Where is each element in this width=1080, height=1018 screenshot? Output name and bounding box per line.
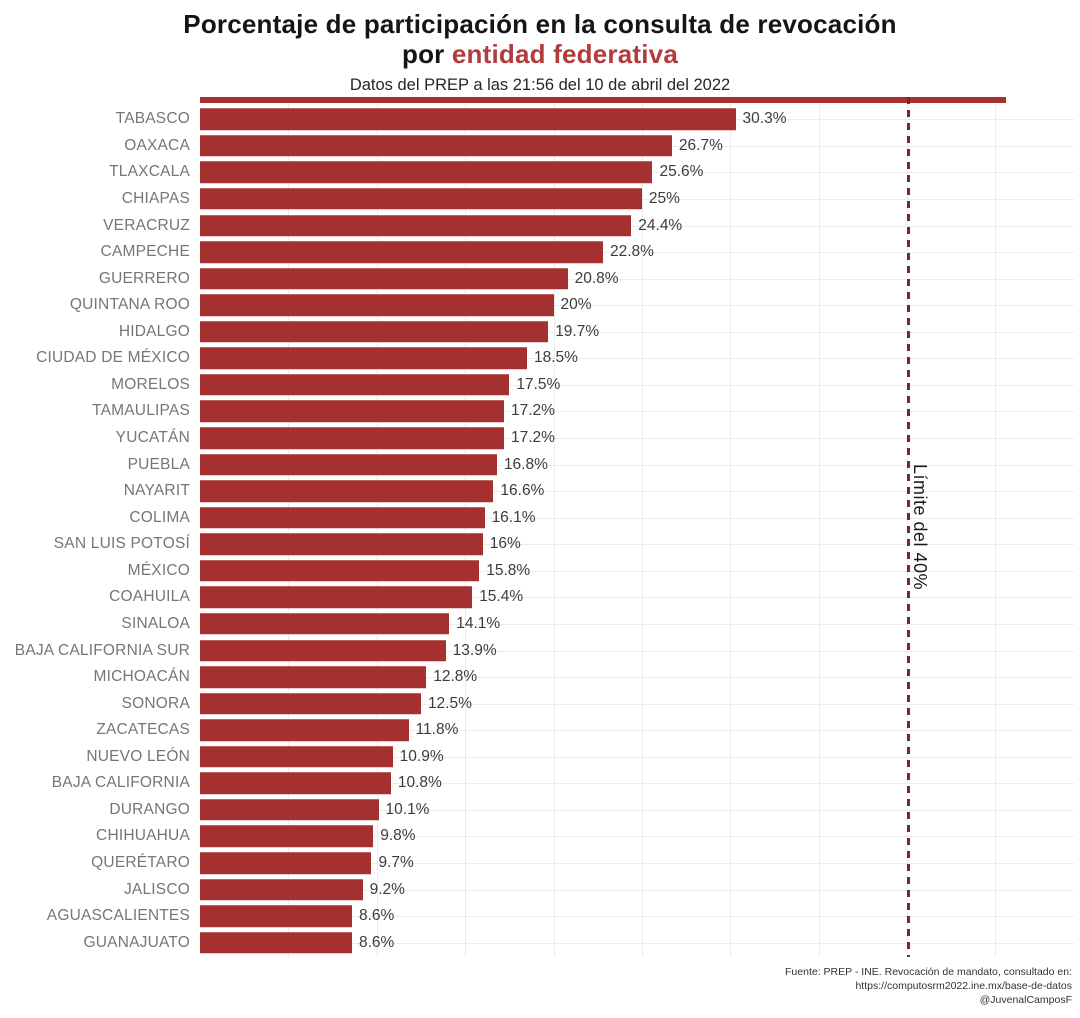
bar-track	[200, 690, 1080, 717]
value-label: 9.7%	[378, 854, 414, 872]
bar	[200, 534, 483, 556]
bar	[200, 401, 504, 423]
bar-track	[200, 531, 1080, 558]
category-label: VERACRUZ	[103, 216, 190, 234]
bar	[200, 879, 363, 901]
value-label: 8.6%	[359, 907, 395, 925]
bar	[200, 852, 371, 874]
category-label: PUEBLA	[127, 455, 190, 473]
category-label: NUEVO LEÓN	[86, 747, 190, 765]
category-label: MÉXICO	[127, 561, 190, 579]
value-label: 9.8%	[380, 827, 416, 845]
bar	[200, 454, 497, 476]
bar	[200, 560, 479, 582]
value-label: 13.9%	[452, 641, 497, 659]
bar	[200, 799, 379, 821]
category-label: CAMPECHE	[100, 243, 190, 261]
category-label: SONORA	[121, 694, 190, 712]
category-label: HIDALGO	[118, 322, 190, 340]
category-label: AGUASCALIENTES	[46, 907, 190, 925]
chart-subtitle: Datos del PREP a las 21:56 del 10 de abril del 2022	[349, 76, 731, 94]
bar	[200, 135, 672, 157]
category-label: BAJA CALIFORNIA	[51, 774, 190, 792]
bar-track	[200, 319, 1080, 346]
bar-track	[200, 744, 1080, 771]
value-label: 12.8%	[433, 668, 478, 686]
chart-title-line2	[0, 39, 1080, 69]
bar	[200, 719, 409, 741]
bar-track	[200, 292, 1080, 319]
bar-track	[200, 558, 1080, 585]
category-label: BAJA CALIFORNIA SUR	[14, 641, 190, 659]
value-label: 11.8%	[415, 721, 459, 739]
category-label: CHIHUAHUA	[96, 827, 190, 845]
value-label: 22.8%	[609, 243, 654, 261]
bar	[200, 109, 736, 131]
source-footer	[0, 965, 1080, 1007]
value-label: 20.8%	[574, 269, 619, 287]
bar-track	[200, 239, 1080, 266]
bar-track	[200, 823, 1080, 850]
bar	[200, 826, 373, 848]
bar-track	[200, 504, 1080, 531]
category-label: COAHUILA	[109, 588, 190, 606]
value-label: 19.7%	[555, 322, 600, 340]
value-label: 9.2%	[369, 880, 405, 898]
bar-track	[200, 398, 1080, 425]
value-label: 17.2%	[511, 429, 555, 447]
chart-title-line2-prefix: por	[401, 39, 452, 69]
bar	[200, 480, 493, 502]
value-label: 10.8%	[397, 774, 442, 792]
bar-track	[200, 372, 1080, 399]
value-label: 10.9%	[399, 747, 444, 765]
source-line1: Fuente: PREP - INE. Revocación de mandato, consultado en:	[785, 966, 1072, 978]
category-label: QUERÉTARO	[91, 854, 190, 872]
value-label: 12.5%	[427, 694, 472, 712]
category-label: DURANGO	[109, 800, 190, 818]
bar-track	[200, 903, 1080, 930]
bar-chart	[0, 97, 1080, 965]
value-label: 25.6%	[659, 163, 704, 181]
bar	[200, 321, 548, 343]
bar	[200, 188, 642, 210]
value-label: 16.1%	[491, 508, 536, 526]
bar-track	[200, 345, 1080, 372]
bar-track	[200, 451, 1080, 478]
value-label: 8.6%	[359, 933, 395, 951]
value-label: 16.6%	[500, 482, 545, 500]
bar	[200, 773, 391, 795]
bar-track	[200, 478, 1080, 505]
bar-track	[200, 797, 1080, 824]
category-label: COLIMA	[129, 508, 190, 526]
category-label: SINALOA	[121, 614, 190, 632]
limit-line-label: Límite del 40%	[910, 463, 930, 591]
value-label: 18.5%	[533, 349, 578, 367]
value-label: 10.1%	[385, 800, 430, 818]
bar-track	[200, 770, 1080, 797]
bar-track	[200, 717, 1080, 744]
bar	[200, 294, 554, 316]
category-label: SAN LUIS POTOSÍ	[53, 535, 190, 553]
bar	[200, 693, 421, 715]
bar-track	[200, 186, 1080, 213]
source-line2: https://computosrm2022.ine.mx/base-de-datos	[855, 980, 1072, 992]
bar	[200, 427, 504, 449]
category-label: ZACATECAS	[96, 721, 190, 739]
value-label: 17.2%	[511, 402, 555, 420]
chart-header	[0, 0, 1080, 96]
category-label: NAYARIT	[123, 482, 190, 500]
bar	[200, 162, 652, 184]
bar-track	[200, 850, 1080, 877]
category-label: GUANAJUATO	[83, 933, 190, 951]
bar-track	[200, 159, 1080, 186]
bar-track	[200, 929, 1080, 956]
bar	[200, 666, 426, 688]
category-label: MORELOS	[111, 375, 190, 393]
value-label: 14.1%	[456, 614, 501, 632]
bar-track	[200, 611, 1080, 638]
chart-title-line2-accent: entidad federativa	[451, 39, 679, 69]
bar-track	[200, 637, 1080, 664]
category-label: OAXACA	[124, 136, 190, 154]
source-line3: @JuvenalCamposF	[979, 994, 1072, 1006]
value-label: 26.7%	[678, 136, 723, 154]
chart-title-line1: Porcentaje de participación en la consulta de revocación	[183, 9, 897, 39]
bar	[200, 640, 446, 662]
category-label: YUCATÁN	[115, 429, 190, 447]
value-label: 20%	[560, 296, 592, 314]
cropped-top-bar-strip	[200, 97, 1006, 103]
value-label: 30.3%	[742, 110, 787, 128]
category-label: TLAXCALA	[109, 163, 190, 181]
bar-track	[200, 584, 1080, 611]
bar	[200, 241, 603, 263]
category-label: CIUDAD DE MÉXICO	[36, 349, 190, 367]
bar	[200, 613, 449, 635]
category-label: GUERRERO	[98, 269, 190, 287]
bar	[200, 746, 393, 768]
category-label: TABASCO	[115, 110, 190, 128]
bar-track	[200, 106, 1080, 133]
bar	[200, 268, 568, 290]
bar-track	[200, 212, 1080, 239]
bar	[200, 932, 352, 954]
value-label: 15.4%	[479, 588, 524, 606]
category-label: JALISCO	[123, 880, 190, 898]
value-label: 16%	[489, 535, 521, 553]
bar-track	[200, 664, 1080, 691]
category-label: QUINTANA ROO	[69, 296, 190, 314]
value-label: 25%	[648, 189, 680, 207]
bar	[200, 215, 631, 237]
bar-track	[200, 876, 1080, 903]
value-label: 16.8%	[503, 455, 548, 473]
bar	[200, 374, 509, 396]
bar	[200, 905, 352, 927]
bar	[200, 507, 485, 529]
bar	[200, 587, 472, 609]
value-label: 15.8%	[486, 561, 531, 579]
category-label: CHIAPAS	[121, 189, 190, 207]
bar-track	[200, 425, 1080, 452]
bar-track	[200, 265, 1080, 292]
category-label: MICHOACÁN	[93, 668, 190, 686]
value-label: 17.5%	[516, 375, 561, 393]
value-label: 24.4%	[638, 216, 683, 234]
bar-track	[200, 133, 1080, 160]
category-label: TAMAULIPAS	[92, 402, 190, 420]
bar	[200, 348, 527, 370]
